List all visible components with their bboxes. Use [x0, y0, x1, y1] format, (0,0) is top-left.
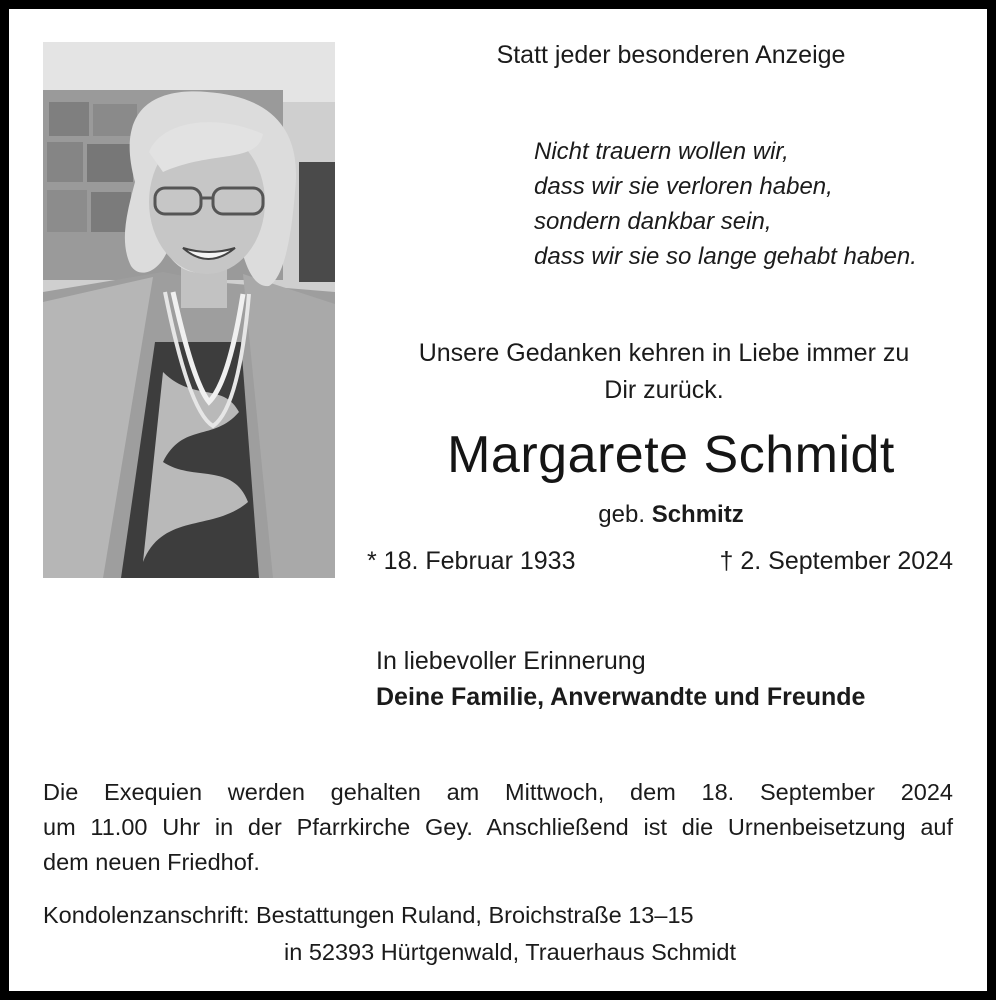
life-dates — [367, 545, 953, 577]
thoughts-line: Dir zurück. — [604, 376, 724, 404]
condolence-address — [43, 897, 736, 971]
death-date: † 2. September 2024 — [719, 547, 953, 575]
exequien-line: dem neuen Friedhof. — [43, 849, 260, 875]
deceased-name: Margarete Schmidt — [447, 426, 895, 484]
portrait-image — [43, 42, 335, 578]
poem-line: dass wir sie verloren haben, — [534, 173, 833, 200]
poem-line: sondern dankbar sein, — [534, 208, 772, 235]
poem — [534, 134, 917, 274]
birth-name-prefix: geb. — [598, 501, 646, 528]
condolence-line1: Bestattungen Ruland, Broichstraße 13–15 — [255, 902, 694, 928]
family-signature: Deine Familie, Anverwandte und Freunde — [376, 683, 866, 711]
birth-date: * 18. Februar 1933 — [367, 547, 576, 575]
condolence-label: Kondolenzanschrift: — [43, 902, 250, 928]
exequien-line: um 11.00 Uhr in der Pfarrkirche Gey. Anschließend ist die Urnenbeisetzung auf — [43, 814, 953, 840]
poem-line: dass wir sie so lange gehabt haben. — [534, 243, 917, 270]
portrait-photo — [43, 42, 335, 578]
condolence-line2: in 52393 Hürtgenwald, Trauerhaus Schmidt — [284, 939, 736, 965]
headline: Statt jeder besonderen Anzeige — [496, 41, 846, 69]
thoughts-line: Unsere Gedanken kehren in Liebe immer zu — [418, 339, 910, 367]
thoughts-text — [364, 335, 964, 409]
exequien-paragraph — [43, 775, 953, 880]
birth-name — [349, 499, 993, 531]
condolence-row — [43, 897, 736, 934]
memory-line: In liebevoller Erinnerung — [376, 647, 646, 675]
birth-name-surname: Schmitz — [651, 501, 744, 528]
poem-line: Nicht trauern wollen wir, — [534, 138, 789, 165]
exequien-line: Die Exequien werden gehalten am Mittwoch, dem 18. September 2024 — [43, 779, 953, 805]
